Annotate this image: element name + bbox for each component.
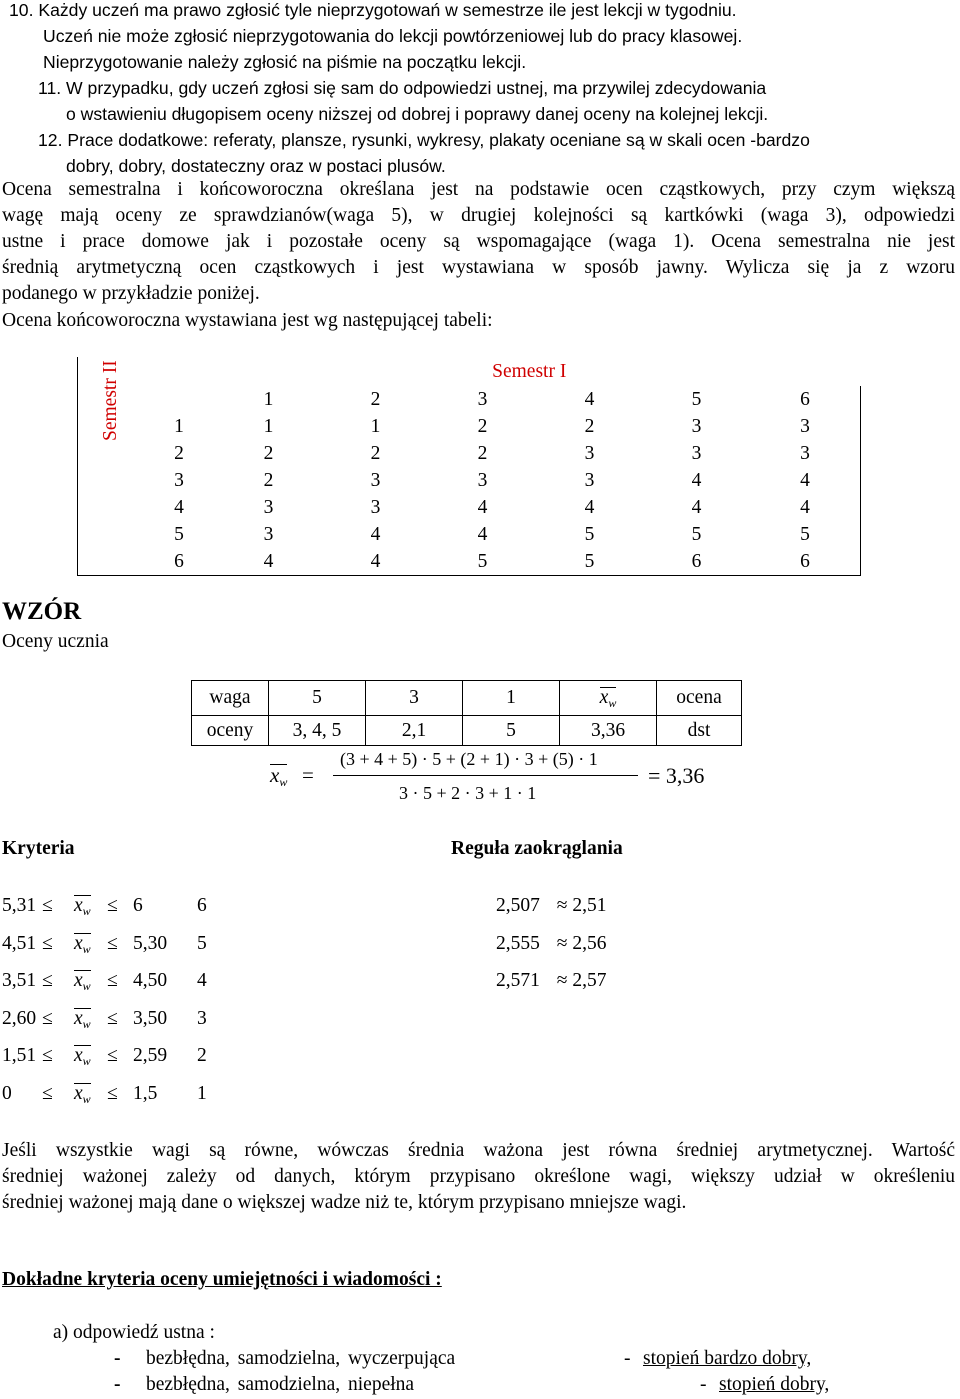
grade-cell: 3 — [691, 442, 702, 464]
formula-result: = 3,36 — [648, 763, 705, 788]
le-symbol: ≤ — [42, 895, 53, 916]
row-label: 4 — [174, 496, 184, 518]
rule-12-line-1: 12. Prace dodatkowe: referaty, plansze, rysunki, wykresy, plakaty oceniane są w skali ocen -bardzo — [38, 130, 810, 150]
le-symbol: ≤ — [42, 970, 53, 991]
grade-cell: 4 — [322, 548, 429, 576]
header-cell: 5 — [691, 388, 702, 410]
item-dash2: - — [700, 1374, 707, 1395]
le-symbol: ≤ — [107, 970, 118, 991]
le-symbol: ≤ — [107, 895, 118, 916]
header-cell: 2 — [370, 388, 381, 410]
rounding-to: 2,51 — [572, 895, 607, 916]
paragraph-1-line-1: Ocena semestralna i końcoworoczna określana jest na podstawie ocen cząstkowych, przy czym większą — [2, 179, 955, 200]
rule-11-line-2: o wstawieniu długopisem oceny niższej od dobrej i poprawy danej oceny na kolejnej lekcji. — [66, 104, 769, 124]
grade-cell: 5 — [691, 523, 702, 545]
criteria-grade: 2 — [197, 1045, 207, 1066]
weights-cell: 3 — [366, 681, 463, 716]
criteria-grade: 5 — [197, 933, 207, 954]
criteria-high: 1,5 — [133, 1083, 158, 1104]
grade-cell: 6 — [643, 548, 750, 576]
grade-cell: 5 — [584, 523, 595, 545]
criteria-grade: 3 — [197, 1008, 207, 1029]
rule-11-line-1: 11. W przypadku, gdy uczeń zgłosi się sam do odpowiedzi ustnej, ma przywilej zdecydowania — [38, 78, 767, 98]
grade-cell: 5 — [750, 521, 861, 548]
weights-cell: 5 — [269, 681, 366, 716]
weights-row-2 — [192, 716, 742, 746]
le-symbol: ≤ — [42, 1008, 53, 1029]
paragraph-1-line-2: wagę mają oceny ze sprawdzianów(waga 5), w drugiej kolejności są kartkówki (waga 3), odpowiedzi — [2, 205, 955, 226]
xw-symbol: $x_w$ — [74, 1008, 91, 1031]
row-label: 1 — [174, 415, 184, 437]
grade-cell: 3 — [750, 413, 861, 440]
grade-row — [78, 413, 861, 440]
approx-symbol: ≈ — [556, 895, 568, 916]
weights-cell: 5 — [463, 716, 560, 746]
grade-conversion-table — [77, 357, 861, 576]
rounding-to: 2,56 — [572, 933, 607, 954]
weights-cell: oceny — [192, 716, 269, 746]
grade-cell: 3 — [370, 469, 381, 491]
grade-cell: 2 — [263, 442, 274, 464]
xw-symbol: $x_w$ — [74, 933, 91, 956]
grade-cell: 2 — [584, 415, 595, 437]
le-symbol: ≤ — [42, 1083, 53, 1104]
grade-cell: 2 — [263, 469, 274, 491]
item-dash: - — [114, 1348, 121, 1369]
le-symbol: ≤ — [107, 1083, 118, 1104]
weights-cell-xw: $x_w$ — [560, 681, 657, 716]
item-dash: - — [114, 1374, 121, 1395]
grade-cell: 3 — [691, 415, 702, 437]
row-label: 2 — [174, 442, 184, 464]
grade-cell: 3 — [750, 440, 861, 467]
approx-symbol: ≈ — [556, 933, 568, 954]
criteria-high: 3,50 — [133, 1008, 168, 1029]
formula-lhs: $x_w$ — [270, 763, 288, 789]
grade-cell: 4 — [477, 496, 488, 518]
grade-cell: 3 — [370, 496, 381, 518]
grade-cell: 4 — [370, 523, 381, 545]
wzor-heading: WZÓR — [2, 598, 82, 625]
paragraph-1-line-6: Ocena końcoworoczna wystawiana jest wg następującej tabeli: — [2, 310, 493, 331]
header-cell: 4 — [584, 388, 595, 410]
weights-cell: dst — [657, 716, 742, 746]
paragraph-1-line-4: średnią arytmetyczną ocen cząstkowych i jest wystawiana w sposób jawny. Wylicza się ja z wzoru — [2, 257, 955, 278]
weights-cell: 3, 4, 5 — [269, 716, 366, 746]
grade-cell: 6 — [750, 548, 861, 576]
semestr-ii-label-cell — [78, 357, 144, 576]
weights-cell: 3,36 — [560, 716, 657, 746]
rounding-from: 2,507 — [496, 895, 540, 916]
rule-10-line-1: 10. Każdy uczeń ma prawo zgłosić tyle nieprzygotowań w semestrze ile jest lekcji w tygodniu. — [9, 0, 737, 20]
criteria-high: 4,50 — [133, 970, 168, 991]
grade-cell: 4 — [691, 496, 702, 518]
criteria-grade: 4 — [197, 970, 207, 991]
rounding-to: 2,57 — [572, 970, 607, 991]
paragraph-1-line-3: ustne i prace domowe jak i pozostałe oceny są wspomagające (waga 1). Ocena semestralna nie jest — [2, 231, 955, 252]
wzor-subheading: Oceny ucznia — [2, 631, 109, 652]
rounding-row — [496, 970, 606, 992]
rounding-from: 2,571 — [496, 970, 540, 991]
formula-numerator: (3 + 4 + 5) · 5 + (2 + 1) · 3 + (5) · 1 — [340, 749, 598, 769]
grade-cell: 3 — [263, 523, 274, 545]
row-label: 6 — [143, 548, 215, 576]
paragraph-1-line-5: podanego w przykładzie poniżej. — [2, 283, 260, 304]
rounding-row — [496, 895, 606, 917]
semestr-ii-label: Semestr II — [99, 360, 121, 441]
approx-symbol: ≈ — [556, 970, 568, 991]
rounding-row — [496, 933, 606, 955]
grade-cell: 3 — [263, 496, 274, 518]
paragraph-2-line-3: średniej ważonej mają dane o większej wadze niż te, którym przypisano mniejsze wagi. — [2, 1192, 687, 1213]
header-cell: 6 — [750, 386, 861, 413]
fraction-bar — [333, 775, 638, 776]
weights-cell: ocena — [657, 681, 742, 716]
xw-symbol: $x_w$ — [74, 1045, 91, 1068]
rule-10-line-3: Nieprzygotowanie należy zgłosić na piśmie na początku lekcji. — [43, 52, 527, 72]
formula-equals: = — [302, 763, 314, 787]
rounding-heading: Reguła zaokrąglania — [451, 838, 623, 859]
weights-row-1 — [192, 681, 742, 716]
criteria-low: 0 — [2, 1083, 12, 1104]
grade-cell: 3 — [584, 469, 595, 491]
row-label: 5 — [174, 523, 184, 545]
grade-row — [78, 548, 861, 576]
grade-cell: 4 — [215, 548, 322, 576]
criteria-high: 5,30 — [133, 933, 168, 954]
le-symbol: ≤ — [42, 933, 53, 954]
grade-cell: 4 — [750, 467, 861, 494]
rule-10-line-2: Uczeń nie może zgłosić nieprzygotowania do lekcji powtórzeniowej lub do pracy klasowej. — [43, 26, 743, 46]
criteria-low: 1,51 — [2, 1045, 37, 1066]
grade-cell: 4 — [477, 523, 488, 545]
xw-symbol: $x_w$ — [74, 970, 91, 993]
weights-table — [191, 680, 742, 746]
xw-symbol: $x_w$ — [74, 1083, 91, 1106]
subsection-a: a) odpowiedź ustna : — [53, 1322, 215, 1343]
criteria-heading: Kryteria — [2, 838, 75, 859]
criteria-high: 6 — [133, 895, 143, 916]
le-symbol: ≤ — [42, 1045, 53, 1066]
paragraph-2-line-2: średniej ważonej zależy od danych, którym przypisano określone wagi, większy udział w określeniu — [2, 1166, 955, 1187]
criteria-section-heading: Dokładne kryteria oceny umiejętności i wiadomości : — [2, 1269, 442, 1290]
item-text: bezbłędna, samodzielna, niepełna — [146, 1374, 415, 1395]
item-dash2: - — [624, 1348, 631, 1369]
criteria-high: 2,59 — [133, 1045, 168, 1066]
semestr-i-label: Semestr I — [492, 360, 567, 382]
grade-cell: 5 — [536, 548, 643, 576]
grade-row — [78, 467, 861, 494]
grade-cell: 4 — [691, 469, 702, 491]
item-grade: stopień bardzo dobry, — [643, 1348, 812, 1369]
grade-cell: 2 — [370, 442, 381, 464]
header-cell: 1 — [263, 388, 274, 410]
criteria-low: 2,60 — [2, 1008, 37, 1029]
grade-cell: 3 — [584, 442, 595, 464]
grade-cell: 1 — [263, 415, 274, 437]
item-text: bezbłędna, samodzielna, wyczerpująca — [146, 1348, 456, 1369]
le-symbol: ≤ — [107, 933, 118, 954]
weights-cell: waga — [192, 681, 269, 716]
xw-symbol: $x_w$ — [74, 895, 91, 918]
grade-row — [78, 521, 861, 548]
le-symbol: ≤ — [107, 1008, 118, 1029]
le-symbol: ≤ — [107, 1045, 118, 1066]
criteria-low: 5,31 — [2, 895, 37, 916]
weights-cell: 2,1 — [366, 716, 463, 746]
grade-cell: 2 — [477, 442, 488, 464]
grade-cell: 3 — [477, 469, 488, 491]
row-label: 3 — [174, 469, 184, 491]
criteria-low: 4,51 — [2, 933, 37, 954]
grade-row — [78, 440, 861, 467]
item-grade: stopień dobry, — [719, 1374, 830, 1395]
grade-cell: 2 — [477, 415, 488, 437]
header-cell: 3 — [477, 388, 488, 410]
grade-cell: 4 — [750, 494, 861, 521]
criteria-grade: 6 — [197, 895, 207, 916]
rounding-from: 2,555 — [496, 933, 540, 954]
grade-row — [78, 494, 861, 521]
grade-header-row — [78, 386, 861, 413]
grade-cell: 5 — [429, 548, 536, 576]
rule-12-line-2: dobry, dobry, dostateczny oraz w postaci plusów. — [66, 156, 446, 176]
paragraph-2-line-1: Jeśli wszystkie wagi są równe, wówczas średnia ważona jest równa średniej arytmetycznej. Wartość — [2, 1140, 955, 1161]
formula-denominator: 3 · 5 + 2 · 3 + 1 · 1 — [399, 783, 537, 803]
grade-cell: 1 — [370, 415, 381, 437]
grade-cell: 4 — [584, 496, 595, 518]
criteria-low: 3,51 — [2, 970, 37, 991]
criteria-grade: 1 — [197, 1083, 207, 1104]
weights-cell: 1 — [463, 681, 560, 716]
